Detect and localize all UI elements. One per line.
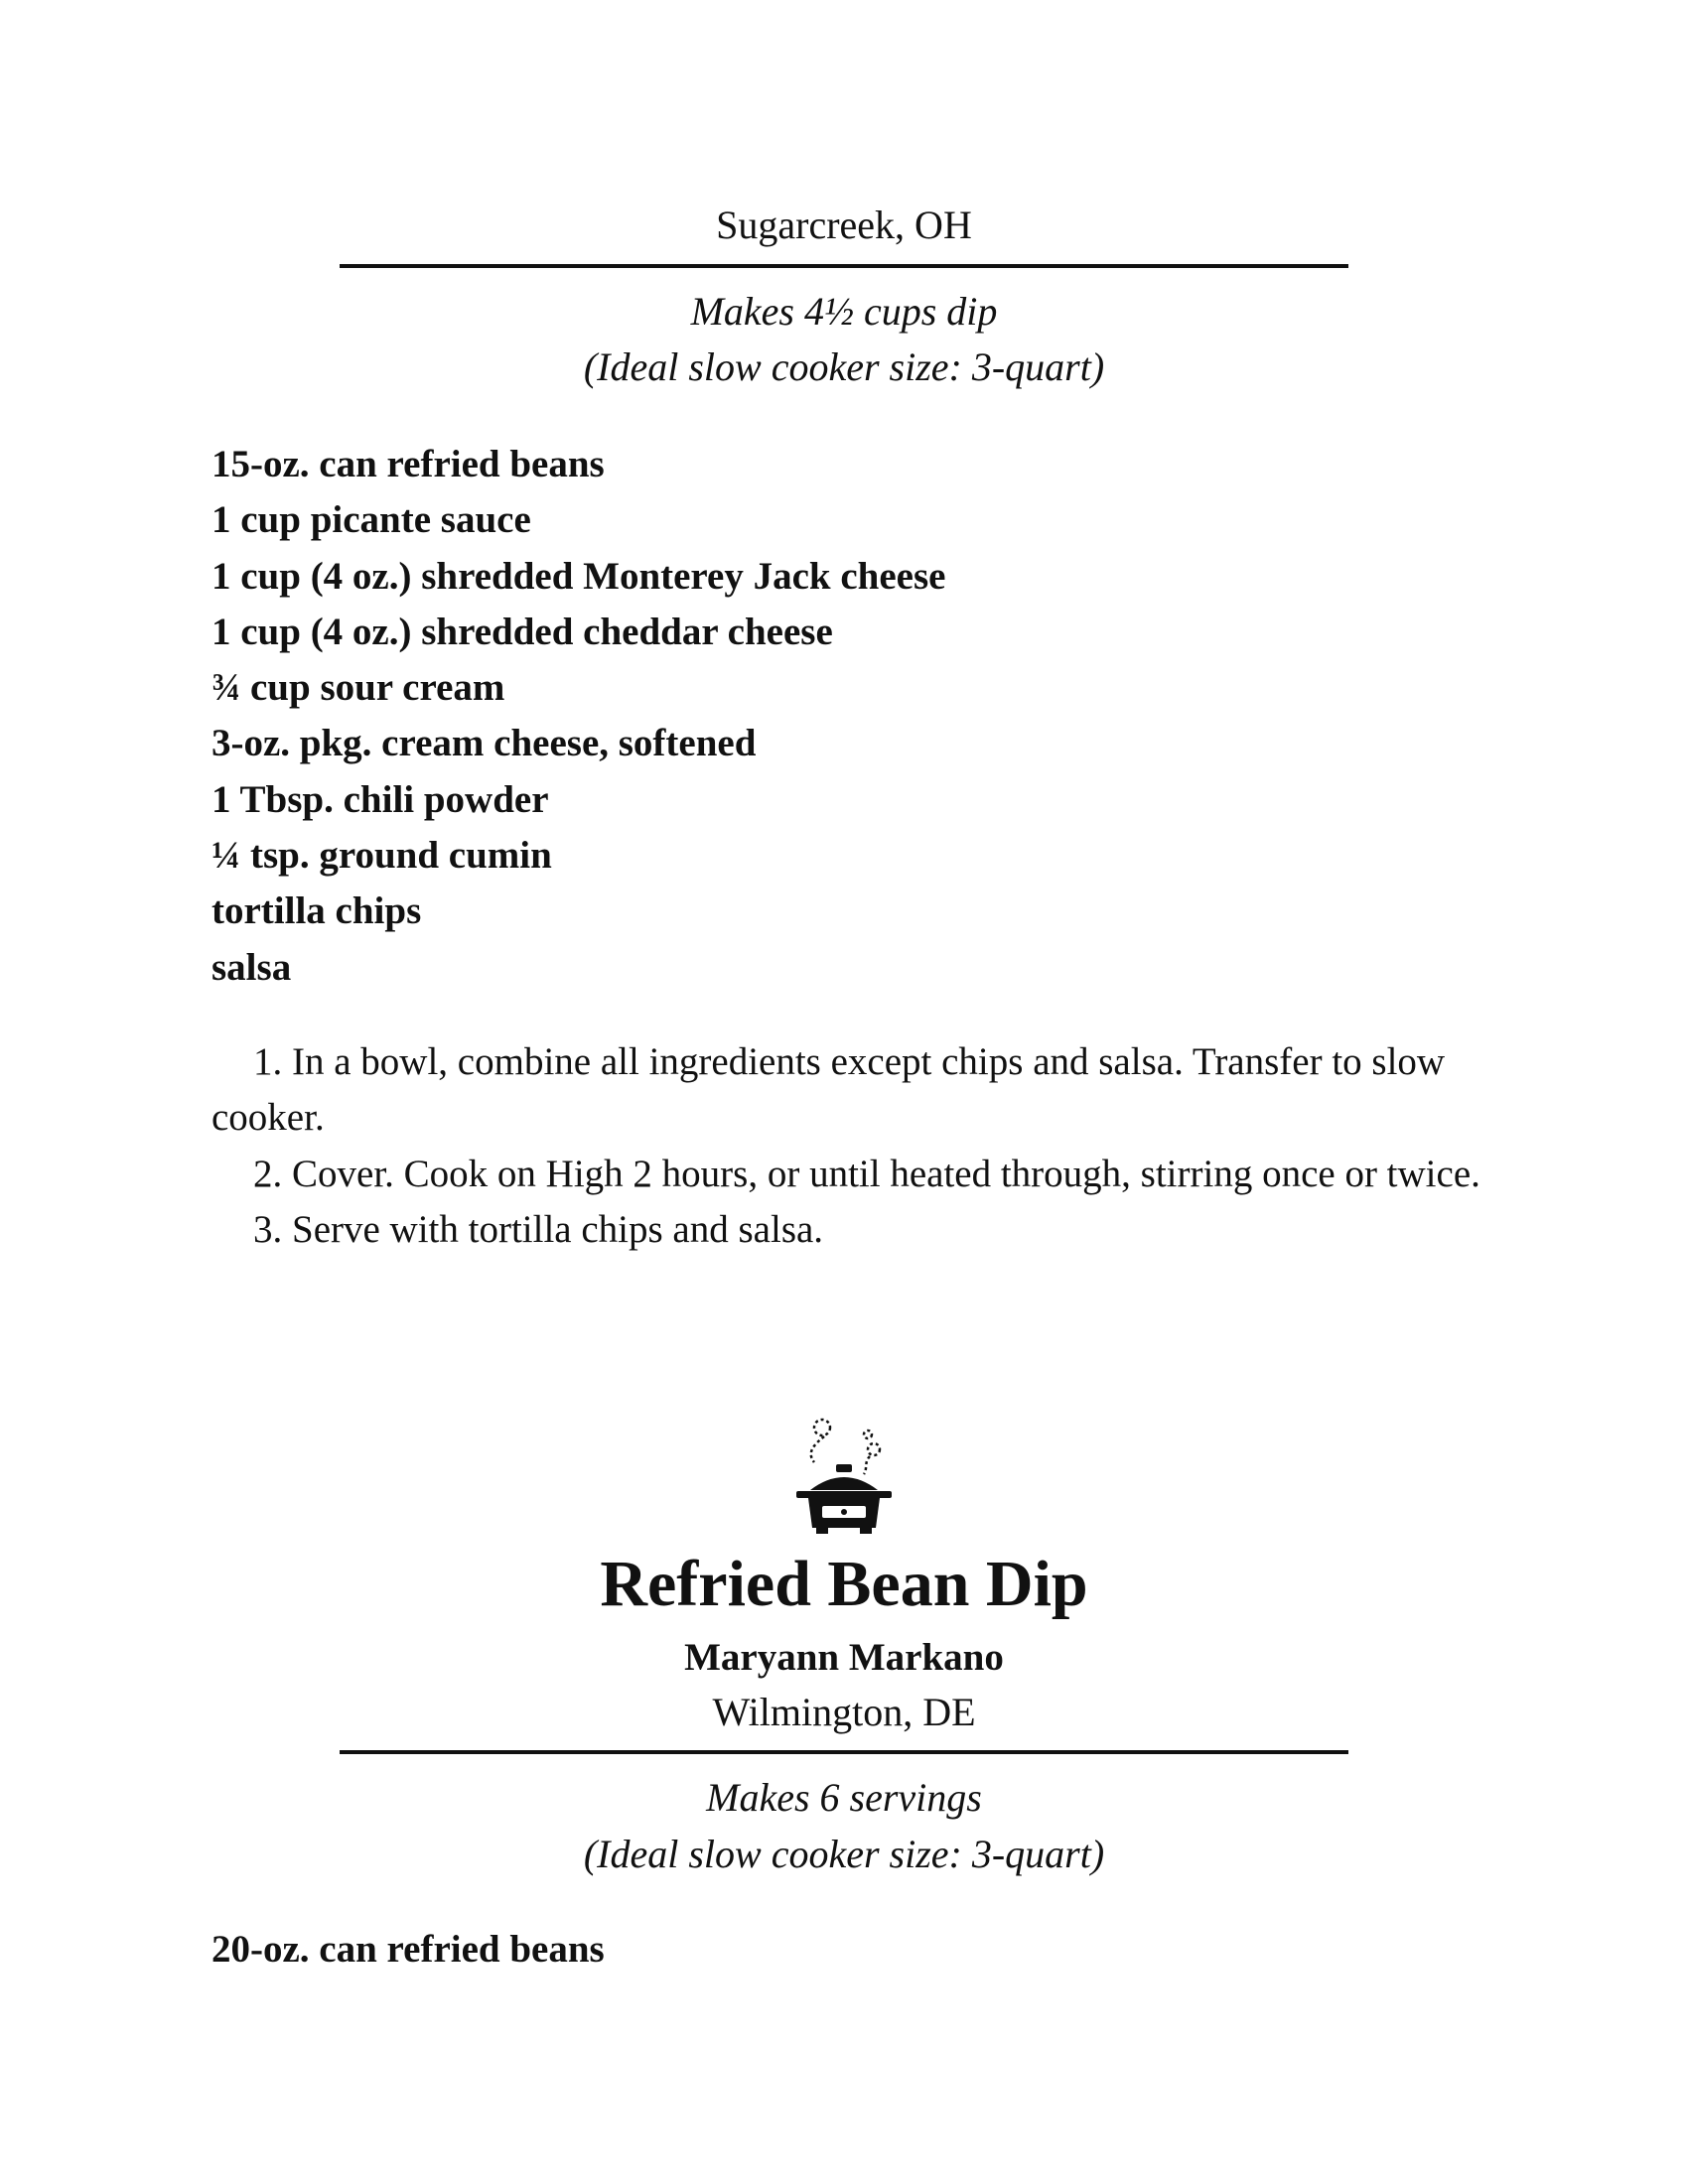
ingredient-item: 20-oz. can refried beans — [211, 1928, 605, 1971]
ingredient-list — [211, 1922, 605, 1978]
ingredient-item: ¾ cup sour cream — [211, 666, 505, 710]
cooker-size-note: (Ideal slow cooker size: 3-quart) — [583, 344, 1105, 389]
instruction-step: 2. Cover. Cook on High 2 hours, or until heated through, stirring once or twice. — [253, 1152, 1480, 1195]
instruction-step: 1. In a bowl, combine all ingredients except chips and salsa. Transfer to slow cooker. — [211, 1040, 1446, 1140]
recipe-location: Wilmington, DE — [712, 1690, 976, 1734]
ingredient-item: 1 Tbsp. chili powder — [211, 777, 549, 821]
recipe-yield: Makes 4½ cups dip — [690, 289, 998, 334]
ingredient-item: 1 cup picante sauce — [211, 498, 531, 542]
ingredient-list — [211, 437, 945, 996]
ingredient-item: salsa — [211, 945, 292, 989]
slow-cooker-icon — [792, 1415, 896, 1534]
ingredient-item: 1 cup (4 oz.) shredded Monterey Jack cheese — [211, 554, 946, 598]
cooker-size-note: (Ideal slow cooker size: 3-quart) — [583, 1832, 1105, 1876]
ingredient-item: tortilla chips — [211, 889, 422, 933]
header-divider — [340, 1750, 1348, 1754]
recipe-yield: Makes 6 servings — [706, 1775, 982, 1820]
recipe-location: Sugarcreek, OH — [716, 203, 972, 247]
header-divider — [340, 264, 1348, 268]
ingredient-item: 1 cup (4 oz.) shredded cheddar cheese — [211, 610, 833, 653]
ingredient-item: ¼ tsp. ground cumin — [211, 834, 552, 878]
ingredient-item: 15-oz. can refried beans — [211, 443, 605, 485]
ingredient-item: 3-oz. pkg. cream cheese, softened — [211, 722, 757, 765]
recipe-author: Maryann Markano — [684, 1636, 1004, 1679]
instruction-list — [211, 1034, 1492, 1258]
instruction-step: 3. Serve with tortilla chips and salsa. — [253, 1207, 824, 1251]
recipe-title: Refried Bean Dip — [600, 1548, 1088, 1620]
